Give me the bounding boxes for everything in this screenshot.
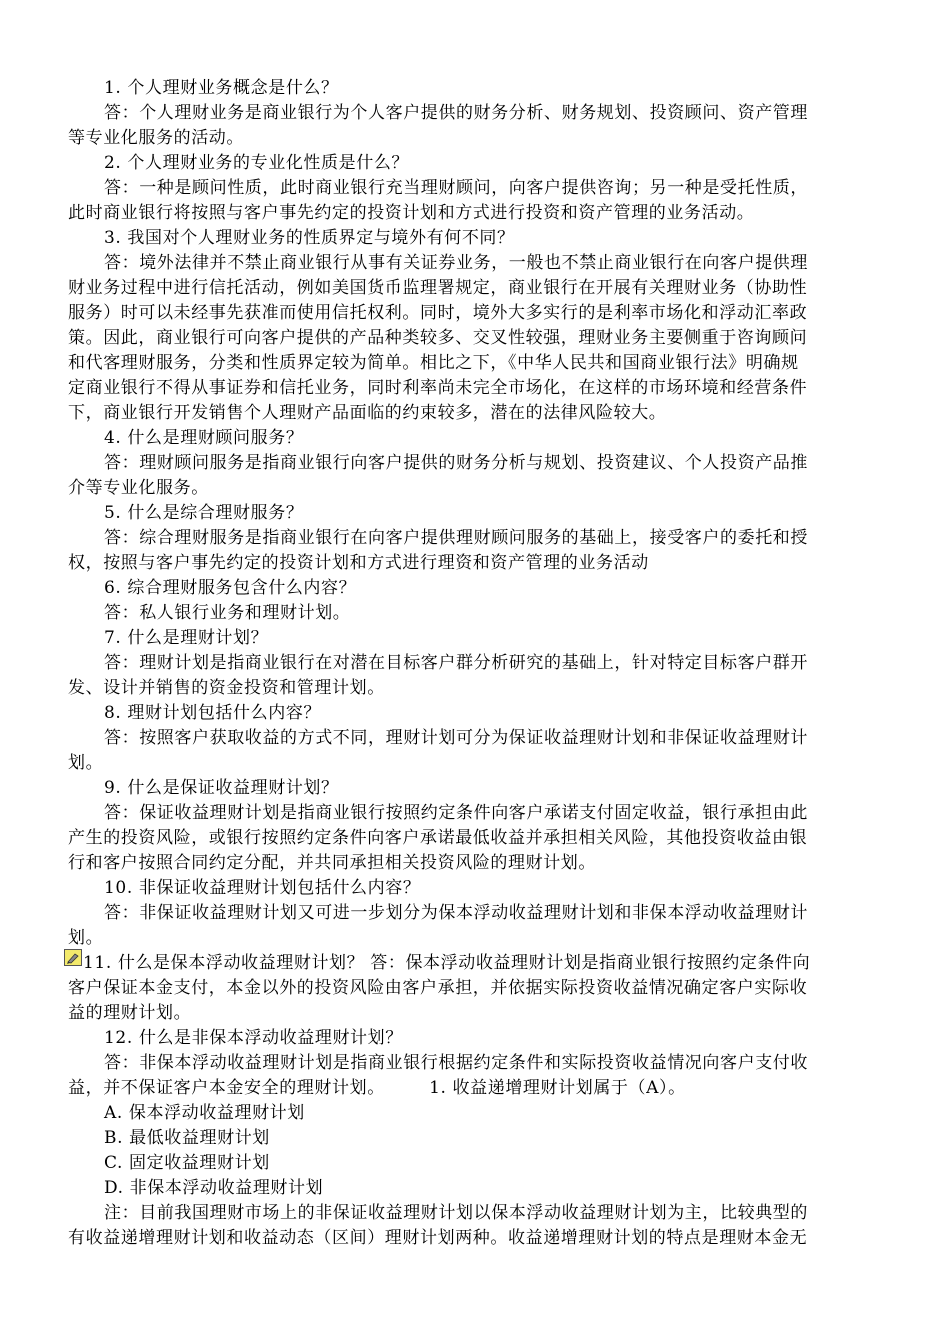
answer-9-line-1: 答：保证收益理财计划是指商业银行按照约定条件向客户承诺支付固定收益，银行承担由此	[104, 803, 808, 823]
answer-9-line-3: 行和客户按照合同约定分配，并共同承担相关投资风险的理财计划。	[68, 853, 596, 873]
answer-3-line-3: 服务）时可以未经事先获准而使用信托权利。同时，境外大多实行的是利率市场化和浮动汇率政	[68, 303, 808, 323]
answer-8-line-2: 划。	[68, 753, 104, 773]
option-c: C. 固定收益理财计划	[104, 1153, 270, 1173]
question-1: 1. 个人理财业务概念是什么？	[104, 78, 339, 98]
answer-9-line-2: 产生的投资风险，或银行按照约定条件向客户承诺最低收益并承担相关风险，其他投资收益由银	[68, 828, 808, 848]
question-8: 8. 理财计划包括什么内容？	[104, 703, 322, 723]
answer-5-line-2: 权，按照与客户事先约定的投资计划和方式进行理资和资产管理的业务活动	[68, 553, 649, 573]
question-2: 2. 个人理财业务的专业化性质是什么？	[104, 153, 410, 173]
answer-11-line-3: 益的理财计划。	[68, 1003, 192, 1023]
answer-11-line-2: 客户保证本金支付，本金以外的投资风险由客户承担，并依据实际投资收益情况确定客户实际收	[68, 978, 808, 998]
answer-7-line-1: 答：理财计划是指商业银行在对潜在目标客户群分析研究的基础上，针对特定目标客户群开	[104, 653, 808, 673]
note-line-2: 有收益递增理财计划和收益动态（区间）理财计划两种。收益递增理财计划的特点是理财本金无	[68, 1228, 808, 1248]
question-12: 12. 什么是非保本浮动收益理财计划？	[104, 1028, 403, 1048]
answer-8-line-1: 答：按照客户获取收益的方式不同，理财计划可分为保证收益理财计划和非保证收益理财计	[104, 728, 808, 748]
answer-1-line-2: 等专业化服务的活动。	[68, 128, 244, 148]
answer-3-line-5: 和代客理财服务，分类和性质界定较为简单。相比之下，《中华人民共和国商业银行法》明确规	[68, 353, 799, 373]
option-d: D. 非保本浮动收益理财计划	[104, 1178, 324, 1198]
answer-12-line-1: 答：非保本浮动收益理财计划是指商业银行根据约定条件和实际投资收益情况向客户支付收	[104, 1053, 808, 1073]
answer-3-line-7: 下，商业银行开发销售个人理财产品面临的约束较多，潜在的法律风险较大。	[68, 403, 667, 423]
question-7: 7. 什么是理财计划？	[104, 628, 269, 648]
answer-1-line-1: 答：个人理财业务是商业银行为个人客户提供的财务分析、财务规划、投资顾问、资产管理	[104, 103, 808, 123]
answer-4-line-2: 介等专业化服务。	[68, 478, 209, 498]
question-6: 6. 综合理财服务包含什么内容？	[104, 578, 357, 598]
note-line-1: 注：目前我国理财市场上的非保证收益理财计划以保本浮动收益理财计划为主，比较典型的	[104, 1203, 808, 1223]
answer-3-line-2: 财业务过程中进行信托活动，例如美国货币监理署规定，商业银行在开展有关理财业务（协助性	[68, 278, 808, 298]
answer-3-line-4: 策。因此，商业银行可向客户提供的产品种类较多、交叉性较强，理财业务主要侧重于咨询顾问	[68, 328, 808, 348]
answer-5-line-1: 答：综合理财服务是指商业银行在向客户提供理财顾问服务的基础上，接受客户的委托和授	[104, 528, 808, 548]
question-5: 5. 什么是综合理财服务？	[104, 503, 304, 523]
question-4: 4. 什么是理财顾问服务？	[104, 428, 304, 448]
answer-2-line-2: 此时商业银行将按照与客户事先约定的投资计划和方式进行投资和资产管理的业务活动。	[68, 203, 755, 223]
answer-3-line-6: 定商业银行不得从事证券和信托业务，同时利率尚未完全市场化，在这样的市场环境和经营条件	[68, 378, 808, 398]
answer-10-line-2: 划。	[68, 928, 104, 948]
option-b: B. 最低收益理财计划	[104, 1128, 270, 1148]
answer-12-line-2: 益，并不保证客户本金安全的理财计划。 1. 收益递增理财计划属于（A）。	[68, 1078, 686, 1098]
answer-7-line-2: 发、设计并销售的资金投资和管理计划。	[68, 678, 385, 698]
answer-10-line-1: 答：非保证收益理财计划又可进一步划分为保本浮动收益理财计划和非保本浮动收益理财计	[104, 903, 808, 923]
question-9: 9. 什么是保证收益理财计划？	[104, 778, 339, 798]
answer-6: 答：私人银行业务和理财计划。	[104, 603, 351, 623]
answer-2-line-1: 答：一种是顾问性质，此时商业银行充当理财顾问，向客户提供咨询；另一种是受托性质，	[104, 178, 808, 198]
option-a: A. 保本浮动收益理财计划	[104, 1103, 305, 1123]
note-icon[interactable]	[64, 949, 82, 966]
question-answer-11-line-1: 11. 什么是保本浮动收益理财计划？ 答：保本浮动收益理财计划是指商业银行按照约定条件向	[83, 953, 811, 973]
question-3: 3. 我国对个人理财业务的性质界定与境外有何不同？	[104, 228, 515, 248]
answer-3-line-1: 答：境外法律并不禁止商业银行从事有关证券业务，一般也不禁止商业银行在向客户提供理	[104, 253, 808, 273]
answer-4-line-1: 答：理财顾问服务是指商业银行向客户提供的财务分析与规划、投资建议、个人投资产品推	[104, 453, 808, 473]
question-10: 10. 非保证收益理财计划包括什么内容？	[104, 878, 421, 898]
